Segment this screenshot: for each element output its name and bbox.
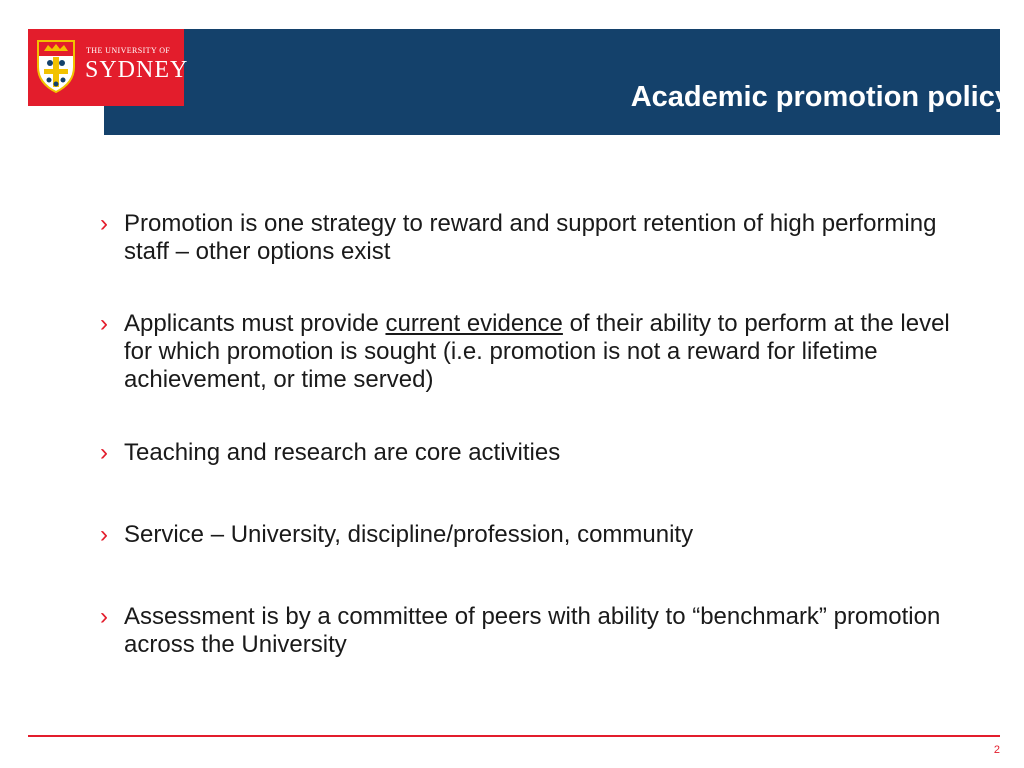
list-item	[100, 210, 980, 266]
bullet-chevron-icon: ›	[100, 521, 108, 548]
bullet-chevron-icon: ›	[100, 210, 108, 237]
bullet-text: Teaching and research are core activities	[124, 439, 561, 466]
bullet-chevron-icon: ›	[100, 603, 108, 630]
bullet-list	[100, 210, 980, 659]
bullet-chevron-icon: ›	[100, 310, 108, 337]
list-item	[100, 603, 980, 659]
list-item	[100, 521, 980, 549]
bullet-text-start: Applicants must provide	[124, 310, 386, 337]
logo-university-of: THE UNIVERSITY OF	[86, 46, 171, 55]
footer-divider	[28, 735, 1000, 737]
bullet-text-end: of their ability to perform at the level for which promotion is sought (i.e. promotion is not a reward for lifetime achievement, or time served)	[124, 310, 950, 393]
bullet-text	[124, 310, 980, 394]
page-number: 2	[993, 744, 1000, 756]
bullet-text: Assessment is by a committee of peers with ability to “benchmark” promotion across the University	[124, 603, 941, 658]
list-item	[100, 439, 980, 467]
current-evidence-emphasis: current evidence	[385, 310, 563, 337]
bullet-chevron-icon: ›	[100, 439, 108, 466]
bullet-text: Service – University, discipline/profession, community	[124, 521, 694, 548]
university-crest-icon	[36, 37, 76, 93]
page-title: Academic promotion policy	[630, 81, 1011, 113]
logo-sydney: SYDNEY	[85, 57, 189, 83]
list-item	[100, 310, 980, 394]
bullet-text: Promotion is one strategy to reward and support retention of high performing staff – other options exist	[124, 210, 937, 265]
university-logo	[28, 29, 189, 106]
